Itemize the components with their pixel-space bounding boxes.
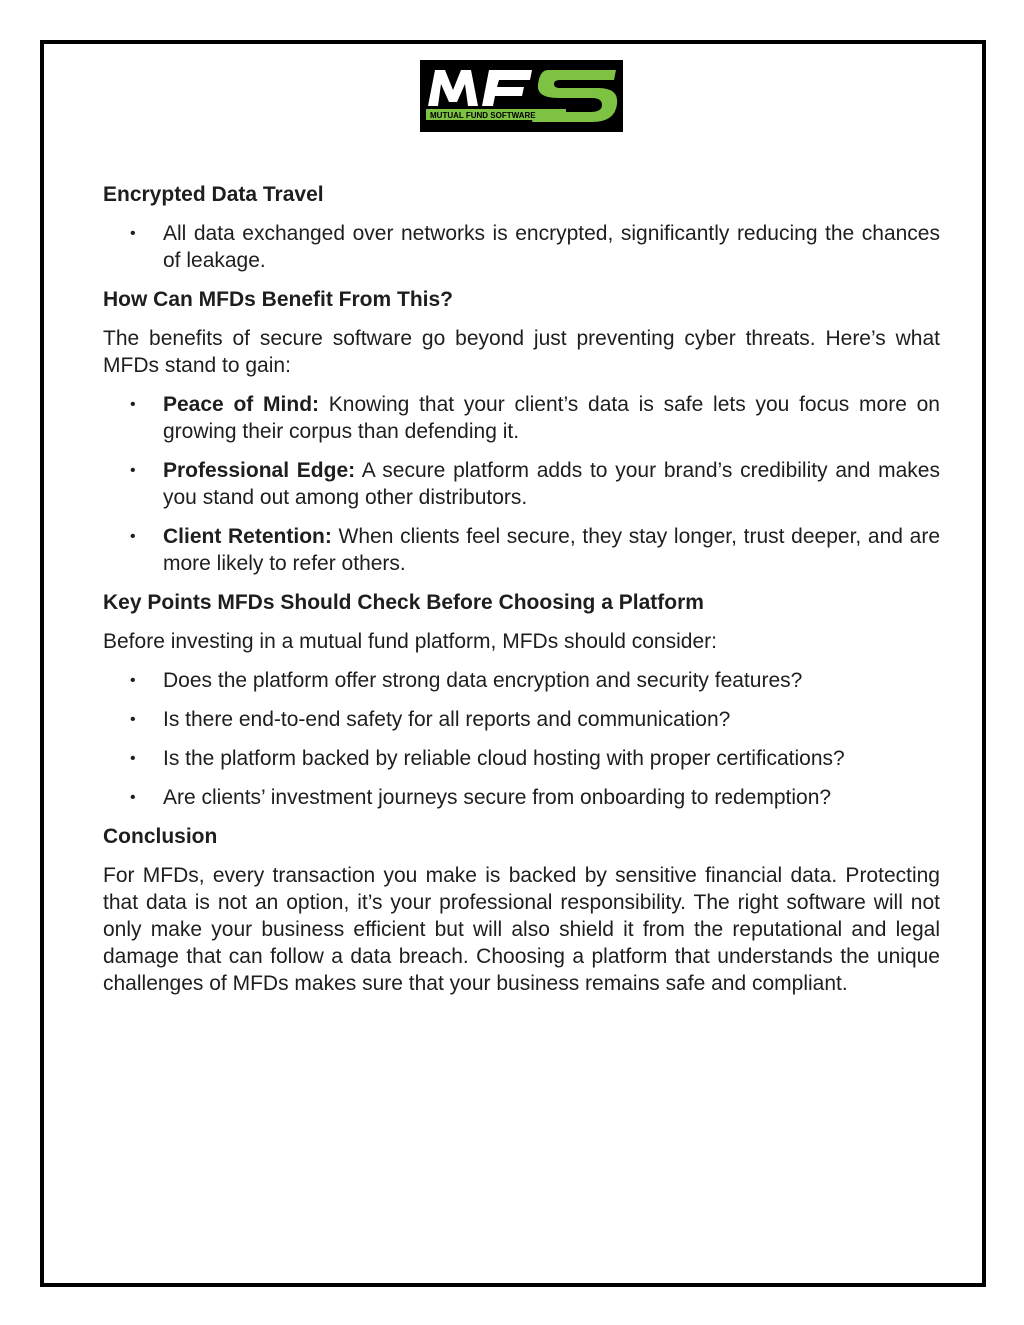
logo-tagline: MUTUAL FUND SOFTWARE (430, 111, 536, 120)
list-item-text: All data exchanged over networks is encrypted, significantly reducing the chances of leakage. (163, 222, 940, 272)
list-item-label: Peace of Mind: (163, 393, 320, 416)
list-item (103, 667, 940, 694)
list-item-text: Does the platform offer strong data encryption and security features? (163, 669, 803, 692)
list-item (103, 784, 940, 811)
heading-key-points: Key Points MFDs Should Check Before Choosing a Platform (103, 591, 704, 614)
document-body (103, 181, 940, 1009)
list-item (103, 745, 940, 772)
encrypted-list (103, 220, 940, 274)
bullet: • (130, 528, 136, 545)
list-item-text: A secure platform adds to your brand’s credibility and makes you stand out among other distributors. (163, 459, 940, 509)
list-item-label: Client Retention: (163, 525, 332, 548)
list-item-label: Professional Edge: (163, 459, 356, 482)
benefit-list (103, 391, 940, 577)
keypoints-intro: Before investing in a mutual fund platform, MFDs should consider: (103, 630, 717, 653)
heading-conclusion: Conclusion (103, 825, 218, 848)
heading-mfd-benefit: How Can MFDs Benefit From This? (103, 288, 454, 311)
list-item-text: Is the platform backed by reliable cloud hosting with proper certifications? (163, 747, 845, 770)
bullet: • (130, 672, 136, 689)
benefit-intro: The benefits of secure software go beyond just preventing cyber threats. Here’s what MFDs stand to gain: (103, 327, 940, 377)
conclusion-body: For MFDs, every transaction you make is backed by sensitive financial data. Protecting that data is not an option, it’s your professional responsibility. The right software will not only make your business efficient but will also shield it from the reputational and legal damage that can follow a data breach. Choosing a platform that understands the unique challenges of MFDs makes sure that your business remains safe and compliant. (103, 864, 940, 995)
bullet: • (130, 711, 136, 728)
mfs-logo (420, 60, 623, 132)
bullet: • (130, 462, 136, 479)
list-item-text: Knowing that your client’s data is safe lets you focus more on growing their corpus than defending it. (163, 393, 940, 443)
bullet: • (130, 789, 136, 806)
logo-letter-f (482, 70, 532, 106)
list-item-text: Is there end-to-end safety for all reports and communication? (163, 708, 731, 731)
list-item (103, 391, 940, 445)
logo-letter-m (428, 70, 478, 106)
mfs-logo-graphic (420, 60, 623, 132)
bullet: • (130, 750, 136, 767)
bullet: • (130, 225, 136, 242)
list-item-text: Are clients’ investment journeys secure from onboarding to redemption? (163, 786, 832, 809)
list-item (103, 523, 940, 577)
list-item-text: When clients feel secure, they stay longer, trust deeper, and are more likely to refer others. (163, 525, 940, 575)
list-item (103, 220, 940, 274)
bullet: • (130, 396, 136, 413)
keypoints-list (103, 667, 940, 811)
list-item (103, 706, 940, 733)
heading-encrypted-data-travel: Encrypted Data Travel (103, 183, 324, 206)
list-item (103, 457, 940, 511)
